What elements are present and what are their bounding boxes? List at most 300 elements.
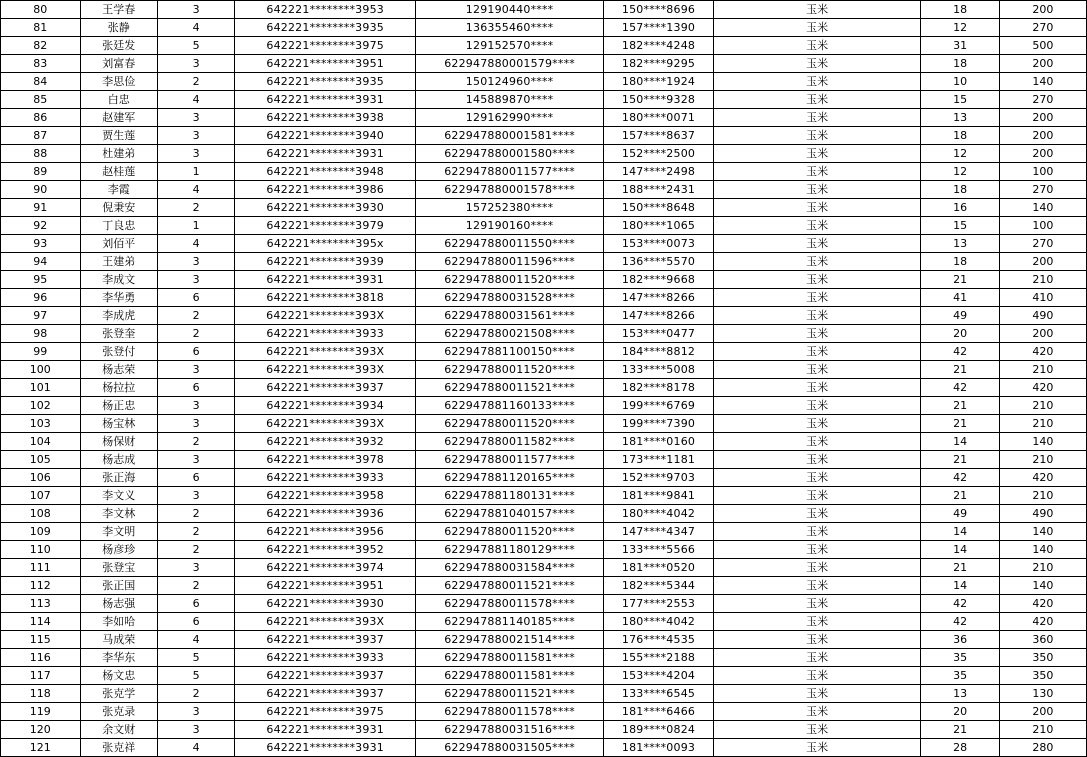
account-number-cell: 622947880031561****	[416, 307, 604, 325]
account-number-cell: 622947880011581****	[416, 649, 604, 667]
row-number-cell: 82	[1, 37, 81, 55]
id-number-cell: 642221********395x	[235, 235, 416, 253]
id-number-cell: 642221********3935	[235, 73, 416, 91]
amount-cell: 420	[999, 595, 1086, 613]
area-cell: 31	[921, 37, 999, 55]
amount-cell: 360	[999, 631, 1086, 649]
row-number-cell: 102	[1, 397, 81, 415]
crop-cell: 玉米	[713, 109, 921, 127]
crop-cell: 玉米	[713, 577, 921, 595]
amount-cell: 420	[999, 343, 1086, 361]
table-row	[1, 307, 1087, 325]
household-size-cell: 3	[157, 253, 234, 271]
account-number-cell: 622947881160133****	[416, 397, 604, 415]
area-cell: 16	[921, 199, 999, 217]
table-row	[1, 145, 1087, 163]
row-number-cell: 114	[1, 613, 81, 631]
amount-cell: 200	[999, 1, 1086, 19]
table-row	[1, 613, 1087, 631]
table-row	[1, 523, 1087, 541]
account-number-cell: 622947880011581****	[416, 667, 604, 685]
household-size-cell: 1	[157, 217, 234, 235]
area-cell: 10	[921, 73, 999, 91]
area-cell: 14	[921, 433, 999, 451]
phone-number-cell: 147****2498	[604, 163, 714, 181]
account-number-cell: 622947881140185****	[416, 613, 604, 631]
name-cell: 杨正忠	[80, 397, 157, 415]
row-number-cell: 119	[1, 703, 81, 721]
area-cell: 18	[921, 1, 999, 19]
household-size-cell: 5	[157, 667, 234, 685]
crop-cell: 玉米	[713, 199, 921, 217]
area-cell: 21	[921, 415, 999, 433]
account-number-cell: 622947880011520****	[416, 271, 604, 289]
row-number-cell: 86	[1, 109, 81, 127]
table-row	[1, 469, 1087, 487]
area-cell: 21	[921, 721, 999, 739]
amount-cell: 140	[999, 73, 1086, 91]
phone-number-cell: 182****8178	[604, 379, 714, 397]
phone-number-cell: 182****4248	[604, 37, 714, 55]
phone-number-cell: 150****9328	[604, 91, 714, 109]
area-cell: 21	[921, 559, 999, 577]
area-cell: 14	[921, 541, 999, 559]
crop-cell: 玉米	[713, 307, 921, 325]
row-number-cell: 116	[1, 649, 81, 667]
name-cell: 倪秉安	[80, 199, 157, 217]
account-number-cell: 622947881040157****	[416, 505, 604, 523]
account-number-cell: 622947880011577****	[416, 163, 604, 181]
area-cell: 20	[921, 703, 999, 721]
amount-cell: 270	[999, 235, 1086, 253]
crop-cell: 玉米	[713, 235, 921, 253]
phone-number-cell: 199****7390	[604, 415, 714, 433]
name-cell: 杨彦珍	[80, 541, 157, 559]
phone-number-cell: 153****4204	[604, 667, 714, 685]
amount-cell: 210	[999, 721, 1086, 739]
area-cell: 12	[921, 145, 999, 163]
amount-cell: 140	[999, 199, 1086, 217]
table-row	[1, 397, 1087, 415]
table-row	[1, 721, 1087, 739]
name-cell: 杨拉拉	[80, 379, 157, 397]
name-cell: 杨志荣	[80, 361, 157, 379]
phone-number-cell: 133****5008	[604, 361, 714, 379]
area-cell: 18	[921, 253, 999, 271]
table-row	[1, 217, 1087, 235]
crop-cell: 玉米	[713, 145, 921, 163]
phone-number-cell: 147****4347	[604, 523, 714, 541]
row-number-cell: 100	[1, 361, 81, 379]
id-number-cell: 642221********3937	[235, 685, 416, 703]
table-row	[1, 109, 1087, 127]
id-number-cell: 642221********3979	[235, 217, 416, 235]
id-number-cell: 642221********3956	[235, 523, 416, 541]
id-number-cell: 642221********3953	[235, 1, 416, 19]
crop-cell: 玉米	[713, 91, 921, 109]
row-number-cell: 108	[1, 505, 81, 523]
phone-number-cell: 181****0160	[604, 433, 714, 451]
amount-cell: 270	[999, 19, 1086, 37]
household-size-cell: 3	[157, 487, 234, 505]
crop-cell: 玉米	[713, 271, 921, 289]
phone-number-cell: 199****6769	[604, 397, 714, 415]
household-size-cell: 3	[157, 415, 234, 433]
area-cell: 42	[921, 613, 999, 631]
name-cell: 李华勇	[80, 289, 157, 307]
phone-number-cell: 180****0071	[604, 109, 714, 127]
account-number-cell: 622947880011521****	[416, 379, 604, 397]
name-cell: 张登宝	[80, 559, 157, 577]
row-number-cell: 107	[1, 487, 81, 505]
area-cell: 36	[921, 631, 999, 649]
account-number-cell: 622947880011520****	[416, 415, 604, 433]
table-row	[1, 487, 1087, 505]
row-number-cell: 105	[1, 451, 81, 469]
name-cell: 李成文	[80, 271, 157, 289]
id-number-cell: 642221********393X	[235, 307, 416, 325]
row-number-cell: 118	[1, 685, 81, 703]
name-cell: 李成虎	[80, 307, 157, 325]
id-number-cell: 642221********3818	[235, 289, 416, 307]
account-number-cell: 622947880011520****	[416, 361, 604, 379]
row-number-cell: 85	[1, 91, 81, 109]
account-number-cell: 622947880031516****	[416, 721, 604, 739]
crop-cell: 玉米	[713, 451, 921, 469]
area-cell: 18	[921, 181, 999, 199]
area-cell: 12	[921, 163, 999, 181]
name-cell: 李思俭	[80, 73, 157, 91]
account-number-cell: 622947880011582****	[416, 433, 604, 451]
phone-number-cell: 177****2553	[604, 595, 714, 613]
account-number-cell: 622947880001580****	[416, 145, 604, 163]
account-number-cell: 622947880021508****	[416, 325, 604, 343]
crop-cell: 玉米	[713, 1, 921, 19]
crop-cell: 玉米	[713, 469, 921, 487]
name-cell: 王建弟	[80, 253, 157, 271]
household-size-cell: 6	[157, 289, 234, 307]
household-size-cell: 3	[157, 361, 234, 379]
table-row	[1, 37, 1087, 55]
table-row	[1, 19, 1087, 37]
phone-number-cell: 184****8812	[604, 343, 714, 361]
phone-number-cell: 147****8266	[604, 289, 714, 307]
account-number-cell: 622947880011596****	[416, 253, 604, 271]
row-number-cell: 97	[1, 307, 81, 325]
row-number-cell: 83	[1, 55, 81, 73]
table-row	[1, 703, 1087, 721]
phone-number-cell: 180****4042	[604, 505, 714, 523]
id-number-cell: 642221********3986	[235, 181, 416, 199]
name-cell: 张克学	[80, 685, 157, 703]
area-cell: 14	[921, 523, 999, 541]
amount-cell: 500	[999, 37, 1086, 55]
row-number-cell: 113	[1, 595, 81, 613]
name-cell: 李华东	[80, 649, 157, 667]
area-cell: 15	[921, 91, 999, 109]
phone-number-cell: 150****8696	[604, 1, 714, 19]
phone-number-cell: 182****9668	[604, 271, 714, 289]
id-number-cell: 642221********3935	[235, 19, 416, 37]
table-row	[1, 415, 1087, 433]
row-number-cell: 93	[1, 235, 81, 253]
id-number-cell: 642221********393X	[235, 415, 416, 433]
id-number-cell: 642221********3978	[235, 451, 416, 469]
household-size-cell: 2	[157, 505, 234, 523]
area-cell: 42	[921, 469, 999, 487]
amount-cell: 410	[999, 289, 1086, 307]
crop-cell: 玉米	[713, 289, 921, 307]
row-number-cell: 95	[1, 271, 81, 289]
crop-cell: 玉米	[713, 55, 921, 73]
amount-cell: 200	[999, 127, 1086, 145]
name-cell: 张静	[80, 19, 157, 37]
crop-cell: 玉米	[713, 325, 921, 343]
area-cell: 41	[921, 289, 999, 307]
area-cell: 42	[921, 343, 999, 361]
household-size-cell: 2	[157, 685, 234, 703]
row-number-cell: 80	[1, 1, 81, 19]
household-size-cell: 3	[157, 55, 234, 73]
table-row	[1, 289, 1087, 307]
row-number-cell: 92	[1, 217, 81, 235]
household-size-cell: 6	[157, 613, 234, 631]
table-body	[1, 1, 1087, 757]
phone-number-cell: 181****0520	[604, 559, 714, 577]
household-size-cell: 2	[157, 433, 234, 451]
row-number-cell: 109	[1, 523, 81, 541]
area-cell: 15	[921, 217, 999, 235]
amount-cell: 140	[999, 577, 1086, 595]
table-row	[1, 559, 1087, 577]
amount-cell: 100	[999, 217, 1086, 235]
area-cell: 20	[921, 325, 999, 343]
phone-number-cell: 133****5566	[604, 541, 714, 559]
id-number-cell: 642221********3933	[235, 325, 416, 343]
row-number-cell: 99	[1, 343, 81, 361]
row-number-cell: 91	[1, 199, 81, 217]
table-row	[1, 271, 1087, 289]
crop-cell: 玉米	[713, 739, 921, 757]
phone-number-cell: 152****2500	[604, 145, 714, 163]
crop-cell: 玉米	[713, 505, 921, 523]
row-number-cell: 104	[1, 433, 81, 451]
area-cell: 28	[921, 739, 999, 757]
household-size-cell: 2	[157, 577, 234, 595]
account-number-cell: 150124960****	[416, 73, 604, 91]
account-number-cell: 622947880031528****	[416, 289, 604, 307]
table-row	[1, 631, 1087, 649]
id-number-cell: 642221********3933	[235, 469, 416, 487]
name-cell: 王学春	[80, 1, 157, 19]
table-row	[1, 667, 1087, 685]
crop-cell: 玉米	[713, 253, 921, 271]
area-cell: 18	[921, 127, 999, 145]
crop-cell: 玉米	[713, 433, 921, 451]
phone-number-cell: 147****8266	[604, 307, 714, 325]
phone-number-cell: 180****4042	[604, 613, 714, 631]
account-number-cell: 622947880001581****	[416, 127, 604, 145]
phone-number-cell: 181****6466	[604, 703, 714, 721]
crop-cell: 玉米	[713, 523, 921, 541]
table-row	[1, 1, 1087, 19]
account-number-cell: 622947880011578****	[416, 703, 604, 721]
name-cell: 赵桂莲	[80, 163, 157, 181]
account-number-cell: 622947880011521****	[416, 577, 604, 595]
row-number-cell: 94	[1, 253, 81, 271]
household-size-cell: 3	[157, 397, 234, 415]
id-number-cell: 642221********393X	[235, 613, 416, 631]
area-cell: 35	[921, 667, 999, 685]
id-number-cell: 642221********3940	[235, 127, 416, 145]
id-number-cell: 642221********3975	[235, 703, 416, 721]
id-number-cell: 642221********3931	[235, 271, 416, 289]
phone-number-cell: 153****0477	[604, 325, 714, 343]
amount-cell: 140	[999, 523, 1086, 541]
crop-cell: 玉米	[713, 181, 921, 199]
row-number-cell: 101	[1, 379, 81, 397]
phone-number-cell: 157****1390	[604, 19, 714, 37]
account-number-cell: 136355460****	[416, 19, 604, 37]
household-size-cell: 2	[157, 541, 234, 559]
household-size-cell: 3	[157, 1, 234, 19]
amount-cell: 280	[999, 739, 1086, 757]
area-cell: 42	[921, 595, 999, 613]
household-size-cell: 3	[157, 721, 234, 739]
name-cell: 李文明	[80, 523, 157, 541]
crop-cell: 玉米	[713, 415, 921, 433]
id-number-cell: 642221********393X	[235, 343, 416, 361]
household-size-cell: 2	[157, 325, 234, 343]
area-cell: 12	[921, 19, 999, 37]
phone-number-cell: 188****2431	[604, 181, 714, 199]
area-cell: 13	[921, 235, 999, 253]
table-row	[1, 325, 1087, 343]
id-number-cell: 642221********3930	[235, 199, 416, 217]
row-number-cell: 106	[1, 469, 81, 487]
id-number-cell: 642221********3974	[235, 559, 416, 577]
id-number-cell: 642221********3933	[235, 649, 416, 667]
phone-number-cell: 181****9841	[604, 487, 714, 505]
crop-cell: 玉米	[713, 73, 921, 91]
crop-cell: 玉米	[713, 397, 921, 415]
amount-cell: 490	[999, 307, 1086, 325]
row-number-cell: 103	[1, 415, 81, 433]
crop-cell: 玉米	[713, 631, 921, 649]
amount-cell: 350	[999, 649, 1086, 667]
row-number-cell: 81	[1, 19, 81, 37]
id-number-cell: 642221********393X	[235, 361, 416, 379]
amount-cell: 420	[999, 379, 1086, 397]
account-number-cell: 157252380****	[416, 199, 604, 217]
account-number-cell: 129190440****	[416, 1, 604, 19]
table-row	[1, 73, 1087, 91]
household-size-cell: 4	[157, 181, 234, 199]
id-number-cell: 642221********3931	[235, 145, 416, 163]
table-row	[1, 505, 1087, 523]
id-number-cell: 642221********3951	[235, 577, 416, 595]
name-cell: 杨宝林	[80, 415, 157, 433]
phone-number-cell: 189****0824	[604, 721, 714, 739]
phone-number-cell: 180****1924	[604, 73, 714, 91]
table-row	[1, 91, 1087, 109]
table-row	[1, 127, 1087, 145]
crop-cell: 玉米	[713, 703, 921, 721]
table-row	[1, 739, 1087, 757]
crop-cell: 玉米	[713, 361, 921, 379]
area-cell: 21	[921, 397, 999, 415]
row-number-cell: 112	[1, 577, 81, 595]
account-number-cell: 129152570****	[416, 37, 604, 55]
household-size-cell: 4	[157, 235, 234, 253]
amount-cell: 270	[999, 181, 1086, 199]
area-cell: 42	[921, 379, 999, 397]
amount-cell: 420	[999, 613, 1086, 631]
row-number-cell: 115	[1, 631, 81, 649]
area-cell: 13	[921, 109, 999, 127]
household-size-cell: 3	[157, 145, 234, 163]
name-cell: 杜建弟	[80, 145, 157, 163]
amount-cell: 140	[999, 541, 1086, 559]
row-number-cell: 96	[1, 289, 81, 307]
phone-number-cell: 136****5570	[604, 253, 714, 271]
id-number-cell: 642221********3931	[235, 721, 416, 739]
amount-cell: 210	[999, 487, 1086, 505]
table-row	[1, 343, 1087, 361]
household-size-cell: 3	[157, 559, 234, 577]
name-cell: 杨保财	[80, 433, 157, 451]
phone-number-cell: 150****8648	[604, 199, 714, 217]
table-row	[1, 55, 1087, 73]
crop-cell: 玉米	[713, 217, 921, 235]
table-row	[1, 181, 1087, 199]
row-number-cell: 120	[1, 721, 81, 739]
name-cell: 赵建军	[80, 109, 157, 127]
name-cell: 杨志强	[80, 595, 157, 613]
id-number-cell: 642221********3939	[235, 253, 416, 271]
id-number-cell: 642221********3936	[235, 505, 416, 523]
household-size-cell: 5	[157, 649, 234, 667]
household-size-cell: 2	[157, 199, 234, 217]
crop-cell: 玉米	[713, 613, 921, 631]
id-number-cell: 642221********3938	[235, 109, 416, 127]
crop-cell: 玉米	[713, 127, 921, 145]
name-cell: 贾生莲	[80, 127, 157, 145]
row-number-cell: 111	[1, 559, 81, 577]
amount-cell: 420	[999, 469, 1086, 487]
table-row	[1, 379, 1087, 397]
area-cell: 35	[921, 649, 999, 667]
name-cell: 张廷发	[80, 37, 157, 55]
phone-number-cell: 173****1181	[604, 451, 714, 469]
id-number-cell: 642221********3975	[235, 37, 416, 55]
name-cell: 杨志成	[80, 451, 157, 469]
amount-cell: 210	[999, 361, 1086, 379]
household-size-cell: 6	[157, 595, 234, 613]
id-number-cell: 642221********3951	[235, 55, 416, 73]
amount-cell: 270	[999, 91, 1086, 109]
household-size-cell: 5	[157, 37, 234, 55]
crop-cell: 玉米	[713, 685, 921, 703]
area-cell: 21	[921, 361, 999, 379]
crop-cell: 玉米	[713, 559, 921, 577]
table-row	[1, 451, 1087, 469]
table-row	[1, 253, 1087, 271]
amount-cell: 210	[999, 451, 1086, 469]
area-cell: 18	[921, 55, 999, 73]
id-number-cell: 642221********3930	[235, 595, 416, 613]
crop-cell: 玉米	[713, 649, 921, 667]
